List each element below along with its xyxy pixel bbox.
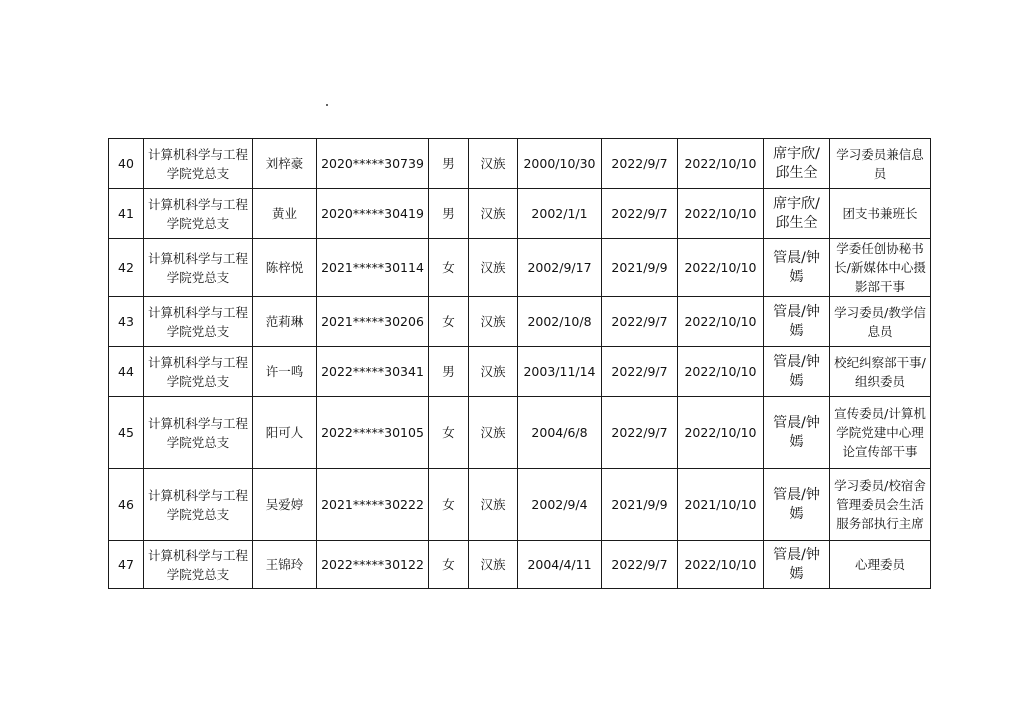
row-number: 42	[109, 239, 144, 297]
row-number: 43	[109, 297, 144, 347]
table-row	[109, 347, 931, 397]
page-dot	[326, 104, 328, 106]
name-cell: 陈梓悦	[253, 239, 317, 297]
name-cell: 许一鸣	[253, 347, 317, 397]
ethnicity-cell: 汉族	[469, 397, 518, 469]
table-row	[109, 189, 931, 239]
introducers-cell: 管晨/钟嫣	[764, 297, 830, 347]
application-date-cell: 2021/9/9	[602, 469, 678, 541]
branch-cell: 计算机科学与工程学院党总支	[144, 239, 253, 297]
row-number: 47	[109, 541, 144, 589]
table-row	[109, 139, 931, 189]
birth-date-cell: 2004/4/11	[518, 541, 602, 589]
introducers-cell: 管晨/钟嫣	[764, 347, 830, 397]
name-cell: 刘梓豪	[253, 139, 317, 189]
birth-date-cell: 2000/10/30	[518, 139, 602, 189]
activist-date-cell: 2022/10/10	[678, 347, 764, 397]
activist-date-cell: 2022/10/10	[678, 541, 764, 589]
id-cell: 2021*****30114	[317, 239, 429, 297]
id-cell: 2021*****30222	[317, 469, 429, 541]
ethnicity-cell: 汉族	[469, 139, 518, 189]
birth-date-cell: 2002/1/1	[518, 189, 602, 239]
id-cell: 2022*****30122	[317, 541, 429, 589]
activist-date-cell: 2021/10/10	[678, 469, 764, 541]
table-row	[109, 297, 931, 347]
name-cell: 吴爱婷	[253, 469, 317, 541]
gender-cell: 男	[429, 189, 469, 239]
branch-cell: 计算机科学与工程学院党总支	[144, 139, 253, 189]
birth-date-cell: 2003/11/14	[518, 347, 602, 397]
name-cell: 阳可人	[253, 397, 317, 469]
table-row	[109, 397, 931, 469]
activist-date-cell: 2022/10/10	[678, 297, 764, 347]
gender-cell: 女	[429, 297, 469, 347]
role-cell: 学委任创协秘书长/新媒体中心摄影部干事	[830, 239, 931, 297]
activist-date-cell: 2022/10/10	[678, 239, 764, 297]
application-date-cell: 2022/9/7	[602, 397, 678, 469]
introducers-cell: 席宇欣/邱生全	[764, 139, 830, 189]
activist-date-cell: 2022/10/10	[678, 139, 764, 189]
id-cell: 2022*****30105	[317, 397, 429, 469]
branch-cell: 计算机科学与工程学院党总支	[144, 469, 253, 541]
introducers-cell: 管晨/钟嫣	[764, 239, 830, 297]
row-number: 46	[109, 469, 144, 541]
application-date-cell: 2022/9/7	[602, 297, 678, 347]
roster-table	[108, 138, 931, 589]
row-number: 44	[109, 347, 144, 397]
role-cell: 学习委员兼信息员	[830, 139, 931, 189]
introducers-cell: 席宇欣/邱生全	[764, 189, 830, 239]
row-number: 40	[109, 139, 144, 189]
name-cell: 黄业	[253, 189, 317, 239]
birth-date-cell: 2002/9/4	[518, 469, 602, 541]
id-cell: 2020*****30739	[317, 139, 429, 189]
ethnicity-cell: 汉族	[469, 347, 518, 397]
ethnicity-cell: 汉族	[469, 297, 518, 347]
gender-cell: 男	[429, 139, 469, 189]
birth-date-cell: 2002/9/17	[518, 239, 602, 297]
ethnicity-cell: 汉族	[469, 541, 518, 589]
gender-cell: 女	[429, 541, 469, 589]
application-date-cell: 2022/9/7	[602, 541, 678, 589]
name-cell: 范莉琳	[253, 297, 317, 347]
ethnicity-cell: 汉族	[469, 189, 518, 239]
row-number: 45	[109, 397, 144, 469]
table-row	[109, 541, 931, 589]
branch-cell: 计算机科学与工程学院党总支	[144, 297, 253, 347]
ethnicity-cell: 汉族	[469, 239, 518, 297]
activist-date-cell: 2022/10/10	[678, 189, 764, 239]
gender-cell: 男	[429, 347, 469, 397]
role-cell: 校纪纠察部干事/组织委员	[830, 347, 931, 397]
row-number: 41	[109, 189, 144, 239]
birth-date-cell: 2002/10/8	[518, 297, 602, 347]
introducers-cell: 管晨/钟嫣	[764, 397, 830, 469]
application-date-cell: 2022/9/7	[602, 347, 678, 397]
id-cell: 2020*****30419	[317, 189, 429, 239]
table-row	[109, 469, 931, 541]
role-cell: 团支书兼班长	[830, 189, 931, 239]
branch-cell: 计算机科学与工程学院党总支	[144, 397, 253, 469]
application-date-cell: 2021/9/9	[602, 239, 678, 297]
table-row	[109, 239, 931, 297]
introducers-cell: 管晨/钟嫣	[764, 469, 830, 541]
gender-cell: 女	[429, 397, 469, 469]
name-cell: 王锦玲	[253, 541, 317, 589]
branch-cell: 计算机科学与工程学院党总支	[144, 541, 253, 589]
branch-cell: 计算机科学与工程学院党总支	[144, 189, 253, 239]
gender-cell: 女	[429, 469, 469, 541]
activist-date-cell: 2022/10/10	[678, 397, 764, 469]
role-cell: 学习委员/校宿舍管理委员会生活服务部执行主席	[830, 469, 931, 541]
application-date-cell: 2022/9/7	[602, 189, 678, 239]
introducers-cell: 管晨/钟嫣	[764, 541, 830, 589]
role-cell: 心理委员	[830, 541, 931, 589]
birth-date-cell: 2004/6/8	[518, 397, 602, 469]
roster-body	[109, 139, 931, 589]
application-date-cell: 2022/9/7	[602, 139, 678, 189]
gender-cell: 女	[429, 239, 469, 297]
id-cell: 2022*****30341	[317, 347, 429, 397]
id-cell: 2021*****30206	[317, 297, 429, 347]
role-cell: 学习委员/教学信息员	[830, 297, 931, 347]
branch-cell: 计算机科学与工程学院党总支	[144, 347, 253, 397]
role-cell: 宣传委员/计算机学院党建中心理论宣传部干事	[830, 397, 931, 469]
ethnicity-cell: 汉族	[469, 469, 518, 541]
